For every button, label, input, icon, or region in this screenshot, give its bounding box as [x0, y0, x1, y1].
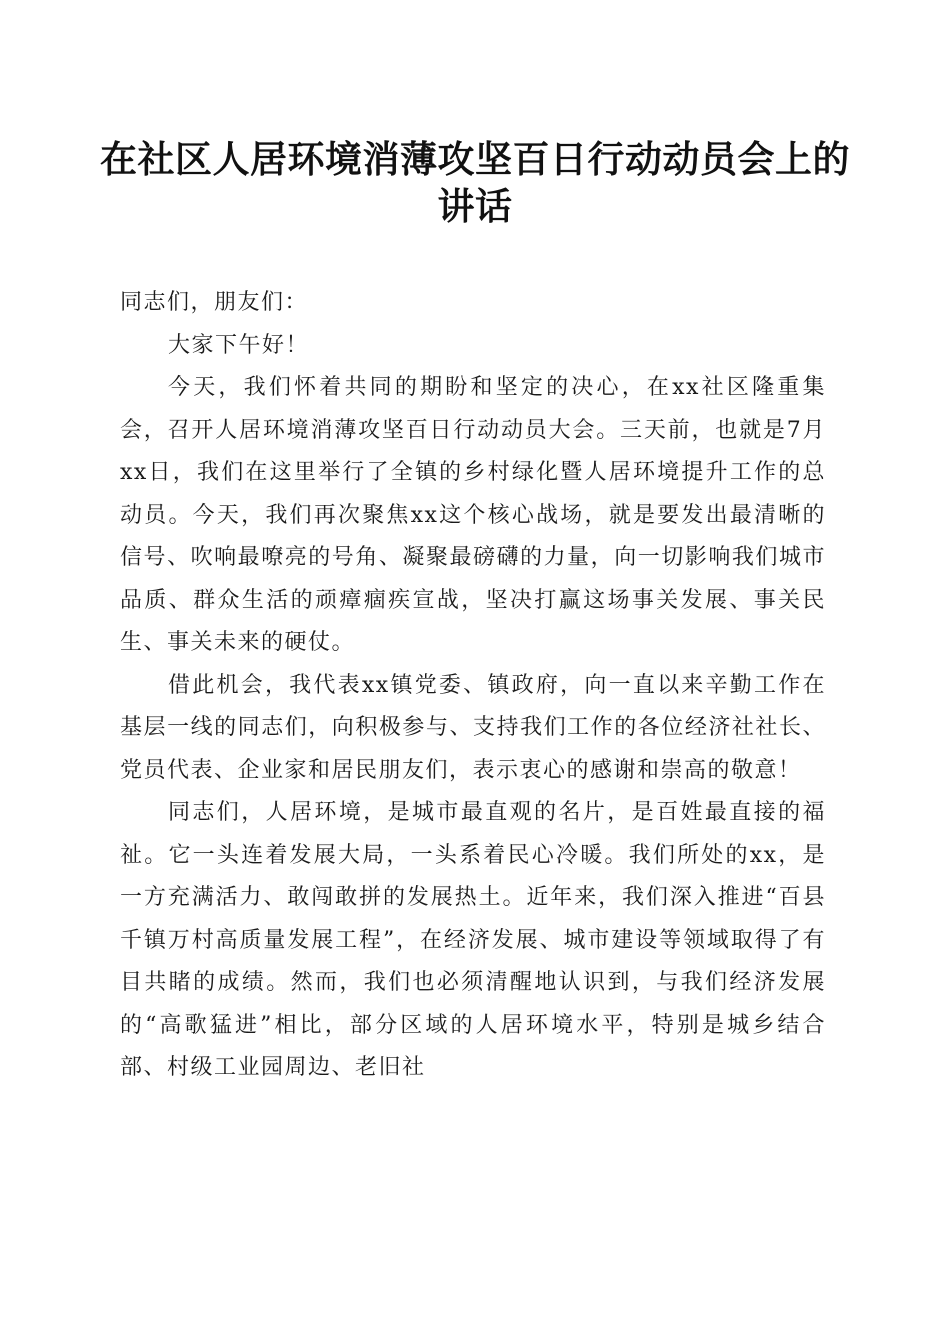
- document-body: [120, 282, 826, 1090]
- paragraph-living-environment: 同志们，人居环境，是城市最直观的名片，是百姓最直接的福祉。它一头连着发展大局，一头系着民心冷暖。我们所处的xx，是一方充满活力、敢闯敢拼的发展热土。近年来，我们深入推进“百县千镇万村高质量发展工程”，在经济发展、城市建设等领域取得了有目共睹的成绩。然而，我们也必须清醒地认识到，与我们经济发展的“高歌猛进”相比，部分区域的人居环境水平，特别是城乡结合部、村级工业园周边、老旧社: [120, 800, 826, 1080]
- salutation: 同志们，朋友们：: [120, 290, 309, 315]
- document-title: 在社区人居环境消薄攻坚百日行动动员会上的讲话: [100, 137, 850, 228]
- paragraph-greeting: 大家下午好！: [168, 332, 310, 358]
- paragraph-thanks: 借此机会，我代表xx镇党委、镇政府，向一直以来辛勤工作在基层一线的同志们，向积极参与、支持我们工作的各位经济社社长、党员代表、企业家和居民朋友们，表示衷心的感谢和崇高的敬意！: [120, 672, 826, 783]
- paragraph-opening: 今天，我们怀着共同的期盼和坚定的决心，在xx社区隆重集会，召开人居环境消薄攻坚百日行动动员大会。三天前，也就是7月xx日，我们在这里举行了全镇的乡村绿化暨人居环境提升工作的总动员。今天，我们再次聚焦xx这个核心战场，就是要发出最清晰的信号、吹响最嘹亮的号角、凝聚最磅礴的力量，向一切影响我们城市品质、群众生活的顽瘴痼疾宣战，坚决打赢这场事关发展、事关民生、事关未来的硬仗。: [120, 375, 826, 655]
